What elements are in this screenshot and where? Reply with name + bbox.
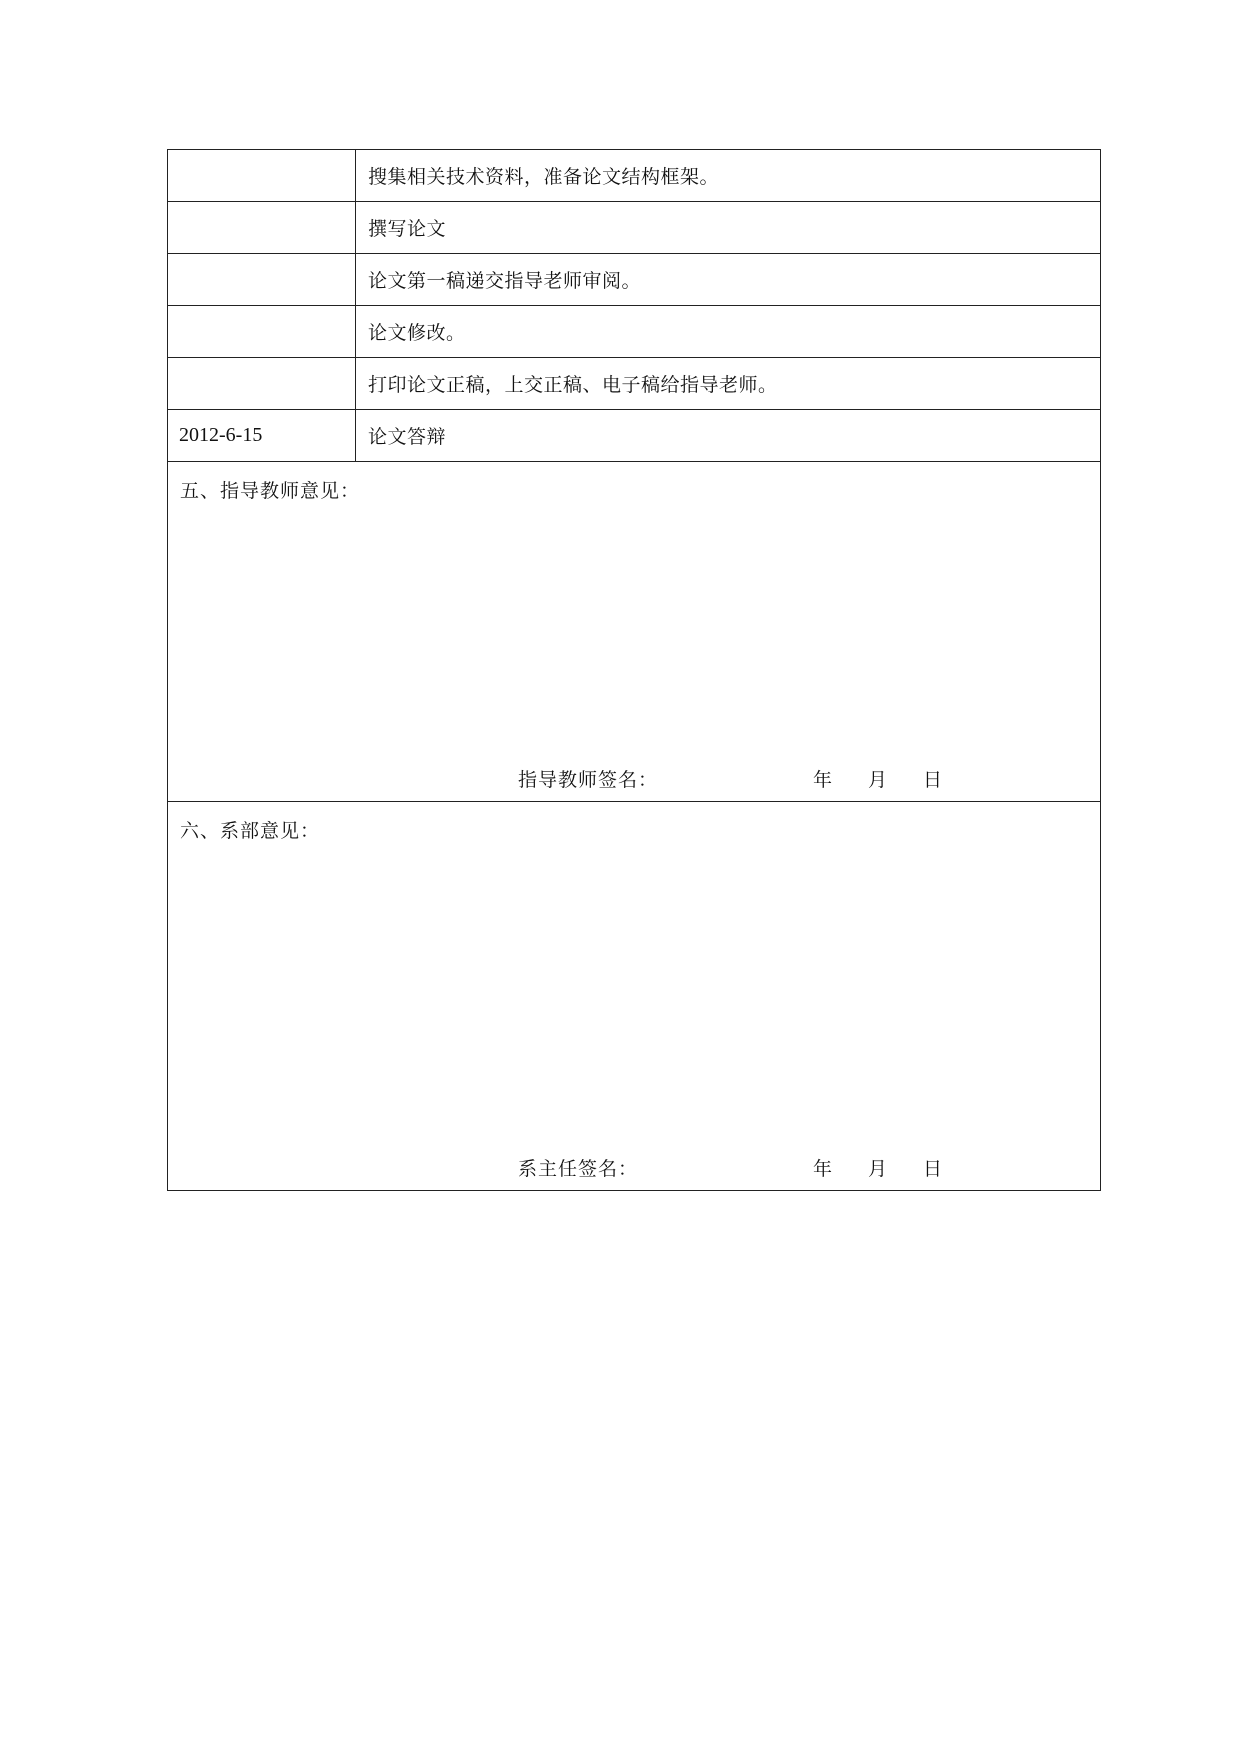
schedule-row	[168, 306, 1100, 358]
schedule-date-cell	[168, 254, 356, 305]
schedule-row	[168, 358, 1100, 410]
department-signature-year: 年	[813, 1158, 833, 1180]
schedule-date-cell: 2012-6-15	[168, 410, 356, 461]
schedule-task-cell: 论文第一稿递交指导老师审阅。	[368, 270, 642, 292]
schedule-row	[168, 202, 1100, 254]
department-opinion-heading: 六、系部意见：	[180, 820, 321, 842]
schedule-date-cell	[168, 306, 356, 357]
department-opinion-section	[168, 802, 1100, 1190]
advisor-signature-day: 日	[923, 769, 943, 791]
department-signature-line	[168, 1154, 1100, 1180]
schedule-row	[168, 150, 1100, 202]
schedule-task-cell: 论文答辩	[368, 426, 447, 448]
schedule-task-cell: 打印论文正稿，上交正稿、电子稿给指导老师。	[368, 374, 778, 396]
advisor-signature-line	[168, 765, 1100, 791]
department-signature-day: 日	[923, 1158, 943, 1180]
advisor-signature-year: 年	[813, 769, 833, 791]
schedule-task-cell: 搜集相关技术资料，准备论文结构框架。	[368, 166, 720, 188]
schedule-task-cell: 论文修改。	[368, 322, 466, 344]
thesis-schedule-form	[167, 149, 1101, 1191]
advisor-opinion-heading: 五、指导教师意见：	[180, 480, 361, 502]
schedule-task-cell: 撰写论文	[368, 218, 447, 240]
advisor-opinion-section	[168, 462, 1100, 802]
advisor-signature-month: 月	[868, 769, 888, 791]
schedule-row	[168, 254, 1100, 306]
schedule-date-cell	[168, 358, 356, 409]
department-head-signature-label: 系主任签名：	[518, 1158, 639, 1180]
schedule-row	[168, 410, 1100, 462]
department-signature-month: 月	[868, 1158, 888, 1180]
schedule-date-cell	[168, 150, 356, 201]
advisor-signature-label: 指导教师签名：	[518, 769, 659, 791]
schedule-date-cell	[168, 202, 356, 253]
